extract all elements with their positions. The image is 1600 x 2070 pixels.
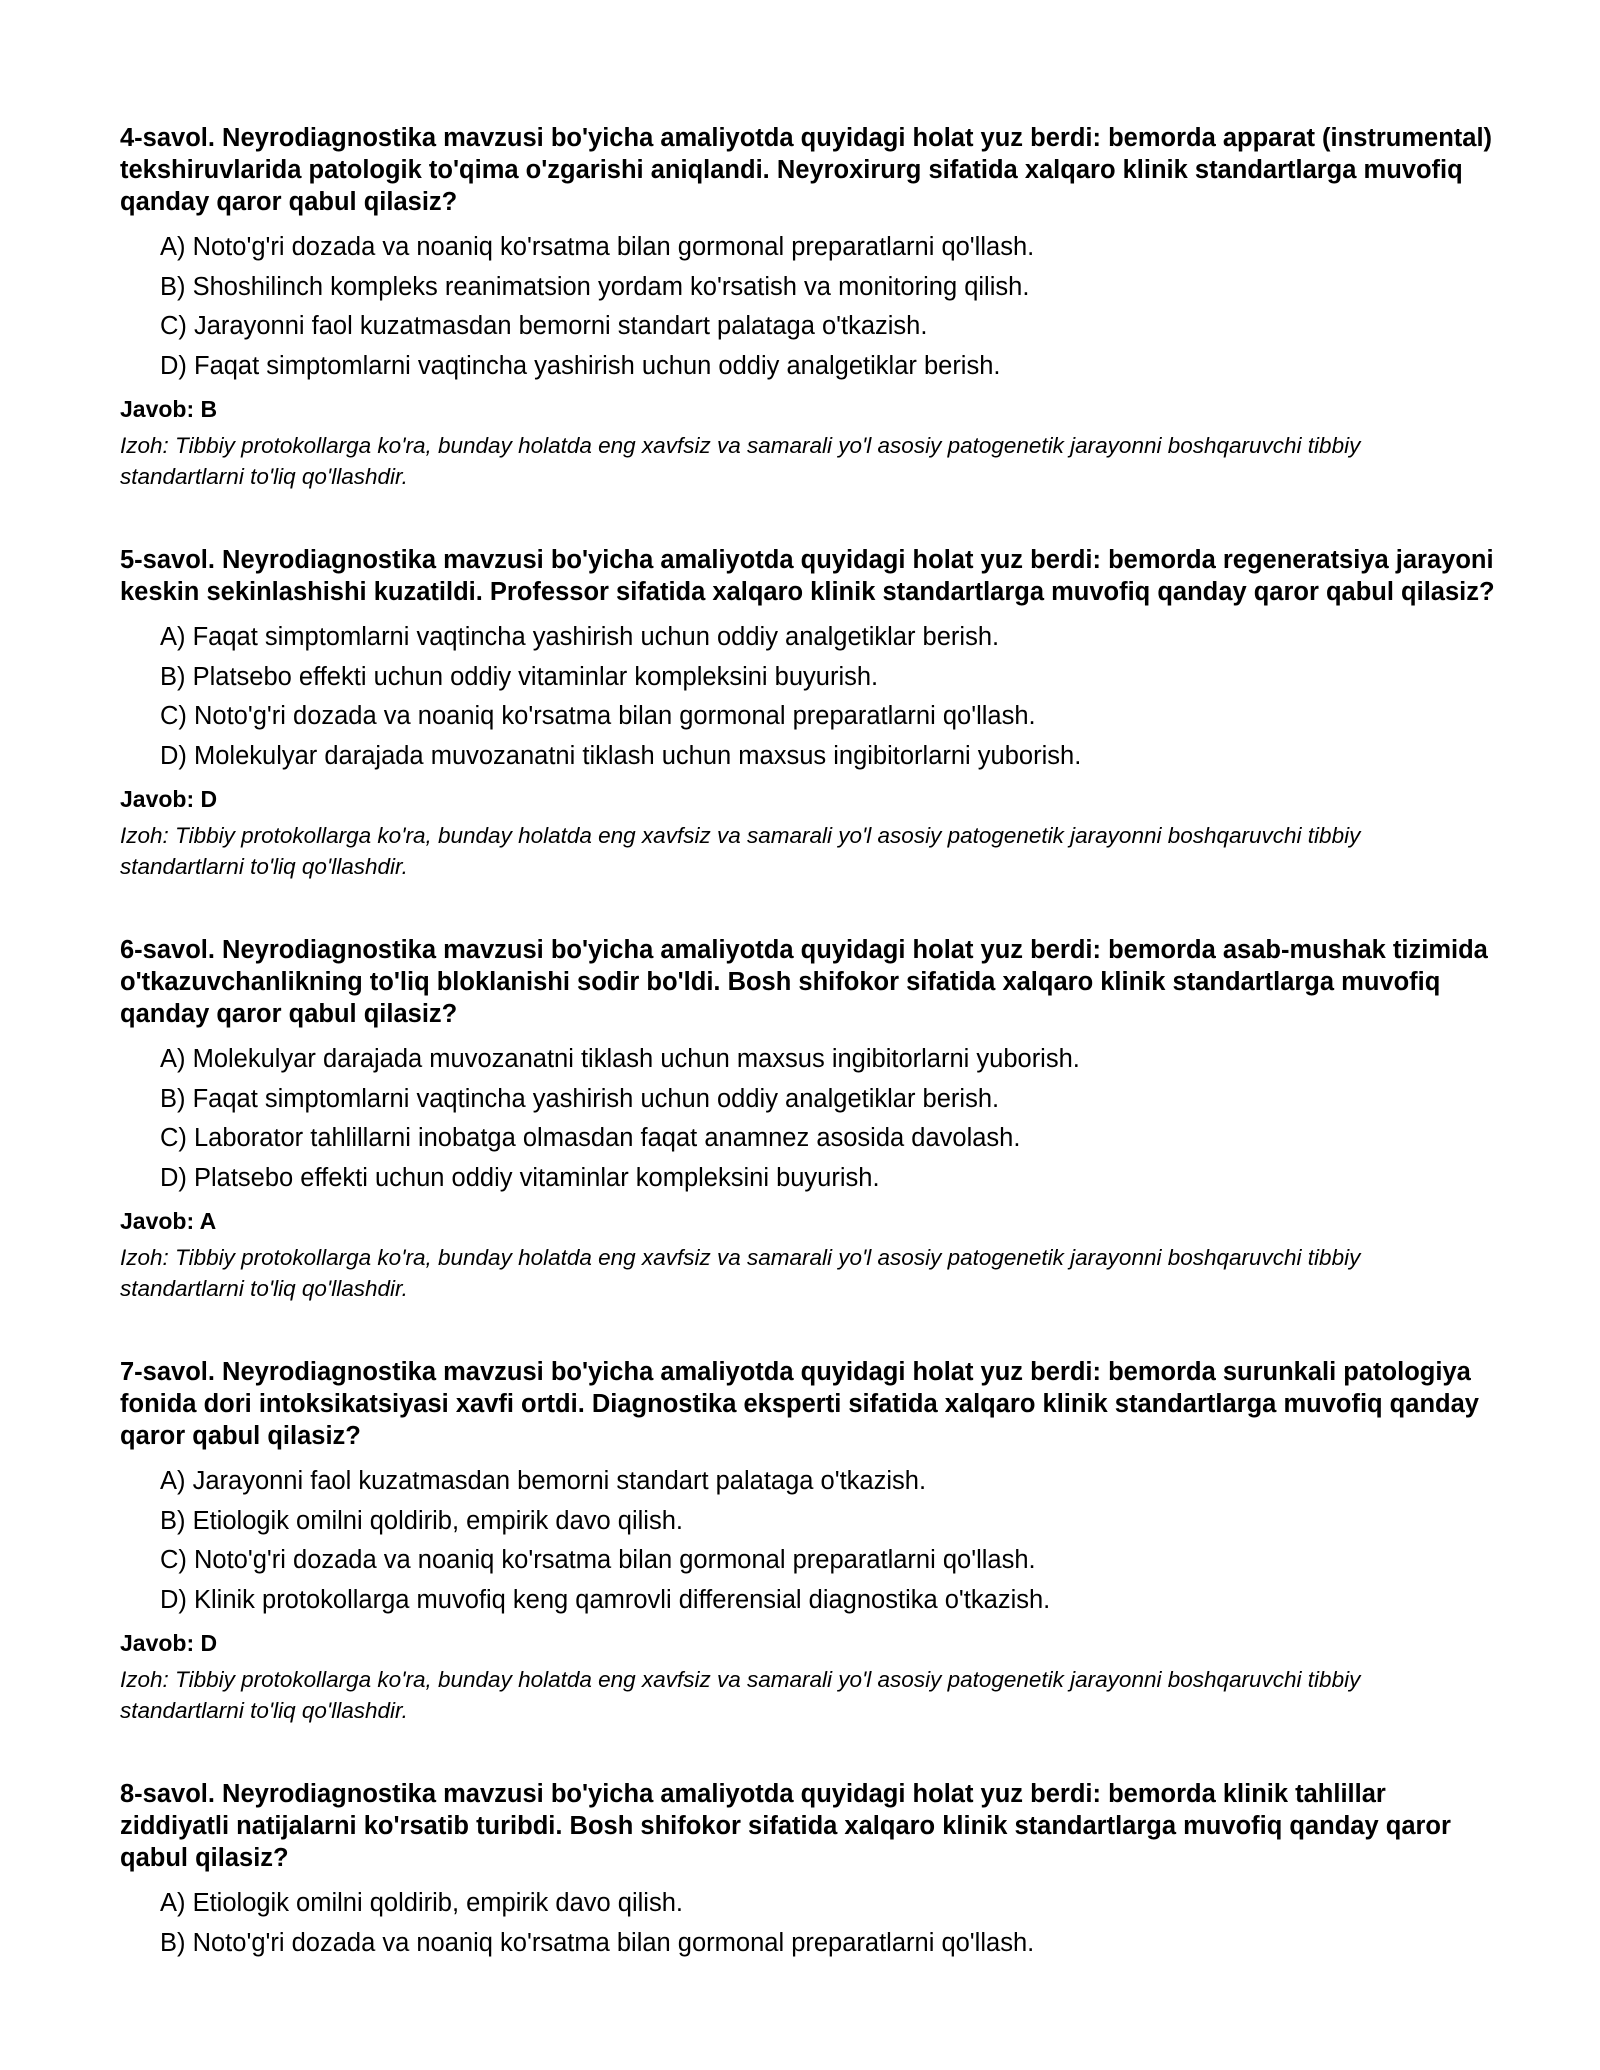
answer-option: B) Shoshilinch kompleks reanimatsion yordam ko'rsatish va monitoring qilish.: [160, 272, 1030, 301]
answer-option: B) Platsebo effekti uchun oddiy vitaminlar kompleksini buyurish.: [160, 662, 879, 691]
correct-answer: Javob: A: [120, 1208, 217, 1234]
answer-explanation: Izoh: Tibbiy protokollarga ko'ra, bunday holatda eng xavfsiz va samarali yo'l asosiy patogenetik jarayonni boshqaruvchi tibbiy standartlarni to'liq qo'llashdir.: [120, 1667, 1361, 1723]
question-title: 7-savol. Neyrodiagnostika mavzusi bo'yicha amaliyotda quyidagi holat yuz berdi: bemorda surunkali patologiya fonida dori intoksikatsiyasi xavfi ortdi. Diagnostika eksperti sifatida xalqaro klinik standartlarga muvofiq qanday qaror qabul qilasiz?: [120, 1358, 1479, 1450]
answer-explanation: Izoh: Tibbiy protokollarga ko'ra, bunday holatda eng xavfsiz va samarali yo'l asosiy patogenetik jarayonni boshqaruvchi tibbiy standartlarni to'liq qo'llashdir.: [120, 433, 1361, 489]
answer-option: C) Laborator tahlillarni inobatga olmasdan faqat anamnez asosida davolash.: [160, 1124, 1021, 1152]
question-block: [120, 934, 1500, 1304]
answer-option: A) Jarayonni faol kuzatmasdan bemorni standart palataga o'tkazish.: [160, 1467, 927, 1495]
answer-option: D) Klinik protokollarga muvofiq keng qamrovli differensial diagnostika o'tkazish.: [160, 1585, 1051, 1614]
question-block: [120, 544, 1500, 882]
question-block: [120, 122, 1500, 492]
answer-explanation: Izoh: Tibbiy protokollarga ko'ra, bunday holatda eng xavfsiz va samarali yo'l asosiy patogenetik jarayonni boshqaruvchi tibbiy standartlarni to'liq qo'llashdir.: [120, 823, 1361, 879]
answer-option: D) Molekulyar darajada muvozanatni tiklash uchun maxsus ingibitorlarni yuborish.: [160, 741, 1082, 770]
answer-option: D) Platsebo effekti uchun oddiy vitaminlar kompleksini buyurish.: [160, 1163, 880, 1192]
correct-answer: Javob: D: [120, 786, 218, 812]
answer-options: [120, 1462, 1500, 1620]
answer-option: A) Faqat simptomlarni vaqtincha yashirish uchun oddiy analgetiklar berish.: [160, 623, 1000, 651]
answer-option: C) Noto'g'ri dozada va noaniq ko'rsatma bilan gormonal preparatlarni qo'llash.: [160, 1546, 1036, 1574]
answer-option: C) Noto'g'ri dozada va noaniq ko'rsatma bilan gormonal preparatlarni qo'llash.: [160, 702, 1036, 730]
document-page: [120, 122, 1500, 2015]
answer-option: A) Noto'g'ri dozada va noaniq ko'rsatma bilan gormonal preparatlarni qo'llash.: [160, 233, 1035, 261]
answer-option: A) Molekulyar darajada muvozanatni tiklash uchun maxsus ingibitorlarni yuborish.: [160, 1045, 1080, 1073]
answer-explanation: Izoh: Tibbiy protokollarga ko'ra, bunday holatda eng xavfsiz va samarali yo'l asosiy patogenetik jarayonni boshqaruvchi tibbiy standartlarni to'liq qo'llashdir.: [120, 1245, 1361, 1301]
answer-options: [120, 1040, 1500, 1198]
answer-options: [120, 228, 1500, 386]
answer-option: D) Faqat simptomlarni vaqtincha yashirish uchun oddiy analgetiklar berish.: [160, 351, 1001, 380]
answer-option: B) Etiologik omilni qoldirib, empirik davo qilish.: [160, 1506, 683, 1535]
answer-option: B) Noto'g'ri dozada va noaniq ko'rsatma bilan gormonal preparatlarni qo'llash.: [160, 1928, 1035, 1957]
answer-option: C) Jarayonni faol kuzatmasdan bemorni standart palataga o'tkazish.: [160, 312, 928, 340]
correct-answer: Javob: B: [120, 396, 218, 422]
question-title: 5-savol. Neyrodiagnostika mavzusi bo'yicha amaliyotda quyidagi holat yuz berdi: bemorda regeneratsiya jarayoni keskin sekinlashishi kuzatildi. Professor sifatida xalqaro klinik standartlarga muvofiq qanday qaror qabul qilasiz?: [120, 546, 1495, 606]
question-title: 8-savol. Neyrodiagnostika mavzusi bo'yicha amaliyotda quyidagi holat yuz berdi: bemorda klinik tahlillar ziddiyatli natijalarni ko'rsatib turibdi. Bosh shifokor sifatida xalqaro klinik standartlarga muvofiq qanday qaror qabul qilasiz?: [120, 1780, 1451, 1872]
question-block: [120, 1356, 1500, 1726]
answer-options: [120, 1884, 1500, 1963]
answer-options: [120, 618, 1500, 776]
question-block: [120, 1778, 1500, 1963]
question-title: 4-savol. Neyrodiagnostika mavzusi bo'yicha amaliyotda quyidagi holat yuz berdi: bemorda apparat (instrumental) tekshiruvlarida patologik to'qima o'zgarishi aniqlandi. Neyroxirurg sifatida xalqaro klinik standartlarga muvofiq qanday qaror qabul qilasiz?: [120, 124, 1493, 216]
answer-option: A) Etiologik omilni qoldirib, empirik davo qilish.: [160, 1889, 683, 1917]
answer-option: B) Faqat simptomlarni vaqtincha yashirish uchun oddiy analgetiklar berish.: [160, 1084, 1000, 1113]
correct-answer: Javob: D: [120, 1630, 218, 1656]
question-title: 6-savol. Neyrodiagnostika mavzusi bo'yicha amaliyotda quyidagi holat yuz berdi: bemorda asab-mushak tizimida o'tkazuvchanlikning to'liq bloklanishi sodir bo'ldi. Bosh shifokor sifatida xalqaro klinik standartlarga muvofiq qanday qaror qabul qilasiz?: [120, 936, 1488, 1028]
